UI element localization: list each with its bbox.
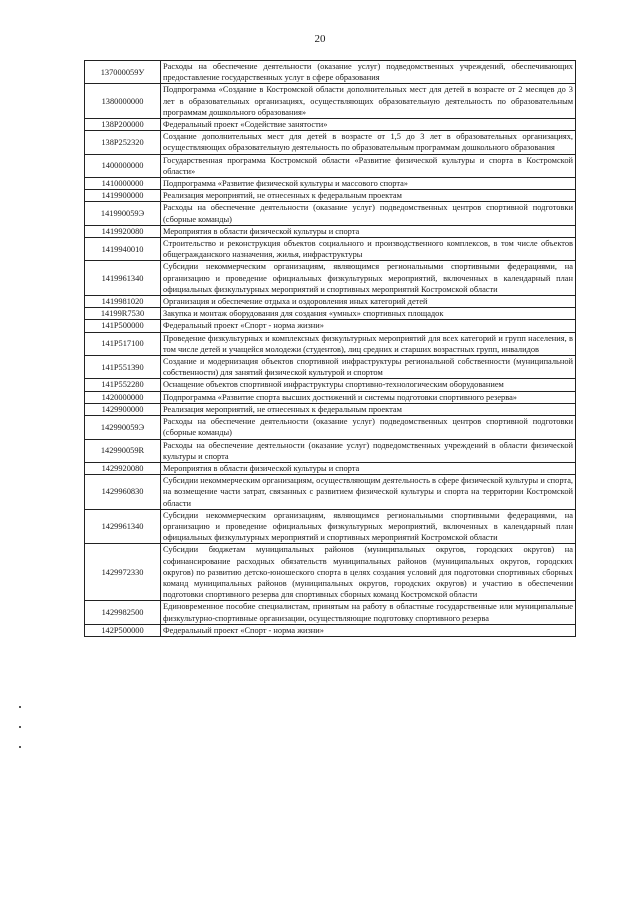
table-row <box>85 601 576 624</box>
table-row <box>85 190 576 202</box>
budget-classification-table <box>84 60 576 637</box>
expense-description: Реализация мероприятий, не отнесенных к федеральным проектам <box>161 190 576 202</box>
expense-description: Подпрограмма «Развитие физической культуры и массового спорта» <box>161 178 576 190</box>
classification-code: 141P551390 <box>85 356 161 379</box>
expense-description: Строительство и реконструкция объектов социального и производственного комплексов, в том числе объектов общегражданского назначения, жилья, инфраструктуры <box>161 238 576 261</box>
table-row <box>85 202 576 225</box>
table-row <box>85 296 576 308</box>
table-row <box>85 462 576 474</box>
classification-code: 142990059R <box>85 439 161 462</box>
classification-code: 141P552280 <box>85 379 161 391</box>
classification-code: 1419940010 <box>85 238 161 261</box>
classification-code: 1380000000 <box>85 84 161 119</box>
classification-code: 142P500000 <box>85 624 161 636</box>
expense-description: Федеральный проект «Содействие занятости» <box>161 119 576 131</box>
expense-description: Проведение физкультурных и комплексных физкультурных мероприятий для всех категорий и групп населения, в том числе детей и учащейся молодежи (студентов), лиц средних и старших возрастных групп, инвалидов <box>161 332 576 355</box>
expense-description: Подпрограмма «Создание в Костромской области дополнительных мест для детей в возрасте от 2 месяцев до 3 лет в образовательных организациях, осуществляющих образовательную деятельность по образовательным программам дошкольного образования» <box>161 84 576 119</box>
expense-description: Расходы на обеспечение деятельности (оказание услуг) подведомственных центров спортивной подготовки (сборные команды) <box>161 416 576 439</box>
table-row <box>85 624 576 636</box>
expense-description: Федеральный проект «Спорт - норма жизни» <box>161 624 576 636</box>
expense-description: Мероприятия в области физической культуры и спорта <box>161 225 576 237</box>
expense-description: Реализация мероприятий, не отнесенных к федеральным проектам <box>161 403 576 415</box>
classification-code: 138P200000 <box>85 119 161 131</box>
table-row <box>85 225 576 237</box>
table-row <box>85 84 576 119</box>
expense-description: Создание и модернизация объектов спортивной инфраструктуры региональной собственности (муниципальной собственности) для занятий физической культурой и спортом <box>161 356 576 379</box>
expense-description: Государственная программа Костромской области «Развитие физической культуры и спорта в Костромской области» <box>161 154 576 177</box>
expense-description: Подпрограмма «Развитие спорта высших достижений и системы подготовки спортивного резерва» <box>161 391 576 403</box>
table-row <box>85 509 576 544</box>
classification-code: 142990059Э <box>85 416 161 439</box>
classification-code: 141990059Э <box>85 202 161 225</box>
classification-code: 1429982500 <box>85 601 161 624</box>
table-row <box>85 261 576 296</box>
classification-code: 137000059У <box>85 61 161 84</box>
table-row <box>85 332 576 355</box>
table-row <box>85 416 576 439</box>
table-row <box>85 439 576 462</box>
classification-code: 138P252320 <box>85 131 161 154</box>
classification-code: 1419961340 <box>85 261 161 296</box>
classification-code: 1429900000 <box>85 403 161 415</box>
page-number: 20 <box>314 33 326 45</box>
table-row <box>85 544 576 601</box>
classification-code: 141P500000 <box>85 320 161 332</box>
scan-dot <box>19 706 21 708</box>
table-row <box>85 131 576 154</box>
table-row <box>85 475 576 510</box>
expense-description: Расходы на обеспечение деятельности (оказание услуг) подведомственных учреждений, обеспечивающих предоставление государственных услуг в сфере образования <box>161 61 576 84</box>
expense-description: Расходы на обеспечение деятельности (оказание услуг) подведомственных учреждений в области физической культуры и спорта <box>161 439 576 462</box>
classification-code: 1420000000 <box>85 391 161 403</box>
classification-code: 1429961340 <box>85 509 161 544</box>
expense-description: Расходы на обеспечение деятельности (оказание услуг) подведомственных центров спортивной подготовки (сборные команды) <box>161 202 576 225</box>
classification-code: 1429972330 <box>85 544 161 601</box>
expense-description: Организация и обеспечение отдыха и оздоровления иных категорий детей <box>161 296 576 308</box>
classification-code: 1410000000 <box>85 178 161 190</box>
scan-dot <box>19 746 21 748</box>
expense-description: Закупка и монтаж оборудования для создания «умных» спортивных площадок <box>161 308 576 320</box>
classification-code: 1419900000 <box>85 190 161 202</box>
classification-code: 1429920080 <box>85 462 161 474</box>
expense-description: Создание дополнительных мест для детей в возрасте от 1,5 до 3 лет в образовательных организациях, осуществляющих образовательную деятельность по образовательным программам дошкольного образования <box>161 131 576 154</box>
table-row <box>85 119 576 131</box>
table-row <box>85 308 576 320</box>
classification-code: 1400000000 <box>85 154 161 177</box>
classification-code: 14199R7530 <box>85 308 161 320</box>
classification-code: 141P517100 <box>85 332 161 355</box>
table-row <box>85 154 576 177</box>
table-row <box>85 320 576 332</box>
expense-description: Субсидии некоммерческим организациям, являющимся региональными спортивными федерациями, на организацию и проведение официальных физкультурных мероприятий, включенных в календарный план официальных физкультурных мероприятий и спортивных мероприятий Костромской области <box>161 261 576 296</box>
expense-description: Субсидии некоммерческим организациям, осуществляющим деятельность в сфере физической культуры и спорта, на возмещение части затрат, связанных с развитием физической культуры и спорта на территории Костромской области <box>161 475 576 510</box>
table-row <box>85 356 576 379</box>
scan-edge-marks <box>19 706 21 766</box>
classification-code: 1419920080 <box>85 225 161 237</box>
scan-dot <box>19 726 21 728</box>
table-row <box>85 379 576 391</box>
classification-code: 1429960830 <box>85 475 161 510</box>
table-row <box>85 403 576 415</box>
table-row <box>85 61 576 84</box>
expense-description: Федеральный проект «Спорт - норма жизни» <box>161 320 576 332</box>
classification-code: 1419981020 <box>85 296 161 308</box>
table-row <box>85 391 576 403</box>
expense-description: Мероприятия в области физической культуры и спорта <box>161 462 576 474</box>
table-row <box>85 178 576 190</box>
expense-description: Субсидии бюджетам муниципальных районов (муниципальных округов, городских округов) на софинансирование расходных обязательств муниципальных районов (муниципальных округов, городских округов) по развитию детско-юношеского спорта в целях создания условий для подготовки спортивных сборных команд муниципальных районов (муниципальных округов, городских округов) и участию в обеспечении подготовки спортивного резерва для спортивных сборных команд Костромской области <box>161 544 576 601</box>
expense-description: Субсидии некоммерческим организациям, являющимся региональными спортивными федерациями, на организацию и проведение официальных физкультурных мероприятий, включенных в календарный план официальных физкультурных мероприятий и спортивных мероприятий Костромской области <box>161 509 576 544</box>
expense-description: Оснащение объектов спортивной инфраструктуры спортивно-технологическим оборудованием <box>161 379 576 391</box>
expense-description: Единовременное пособие специалистам, принятым на работу в областные государственные или муниципальные физкультурно-спортивные организации, осуществляющие подготовку спортивного резерва <box>161 601 576 624</box>
table-row <box>85 238 576 261</box>
